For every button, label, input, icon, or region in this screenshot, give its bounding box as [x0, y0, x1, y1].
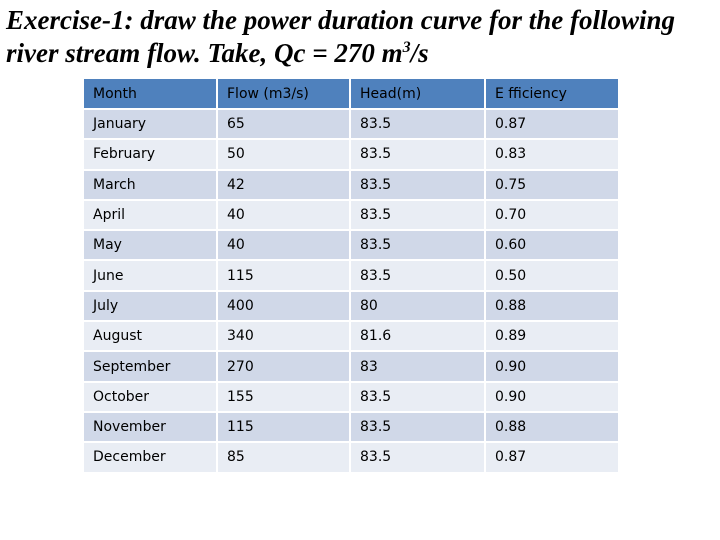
table-row	[83, 109, 619, 139]
table-header-row	[83, 78, 619, 109]
slide-title	[6, 4, 714, 70]
cell-flow: 85	[217, 442, 350, 472]
cell-efficiency: 0.75	[485, 170, 619, 200]
cell-month: November	[83, 412, 217, 442]
slide-title-text: Exercise-1: draw the power duration curve for the following river stream flow. Take, Qc = 270 m	[6, 5, 676, 68]
cell-head: 83.5	[350, 412, 485, 442]
cell-head: 83	[350, 351, 485, 381]
cell-efficiency: 0.50	[485, 260, 619, 290]
cell-efficiency: 0.90	[485, 382, 619, 412]
table-row	[83, 382, 619, 412]
slide-title-superscript: 3	[402, 39, 411, 56]
cell-flow: 40	[217, 230, 350, 260]
cell-flow: 115	[217, 260, 350, 290]
table-row	[83, 139, 619, 169]
cell-flow: 340	[217, 321, 350, 351]
header-flow: Flow (m3/s)	[217, 78, 350, 109]
header-efficiency: E fficiency	[485, 78, 619, 109]
cell-efficiency: 0.87	[485, 109, 619, 139]
table-row	[83, 291, 619, 321]
cell-flow: 400	[217, 291, 350, 321]
cell-head: 83.5	[350, 230, 485, 260]
cell-head: 83.5	[350, 200, 485, 230]
cell-efficiency: 0.88	[485, 291, 619, 321]
cell-head: 83.5	[350, 170, 485, 200]
table-row	[83, 170, 619, 200]
cell-flow: 40	[217, 200, 350, 230]
cell-efficiency: 0.89	[485, 321, 619, 351]
header-head: Head(m)	[350, 78, 485, 109]
cell-month: April	[83, 200, 217, 230]
cell-efficiency: 0.87	[485, 442, 619, 472]
table-row	[83, 351, 619, 381]
cell-month: March	[83, 170, 217, 200]
cell-month: July	[83, 291, 217, 321]
cell-efficiency: 0.88	[485, 412, 619, 442]
cell-flow: 65	[217, 109, 350, 139]
table-row	[83, 260, 619, 290]
cell-month: September	[83, 351, 217, 381]
cell-month: December	[83, 442, 217, 472]
header-month: Month	[83, 78, 217, 109]
cell-head: 83.5	[350, 260, 485, 290]
cell-efficiency: 0.90	[485, 351, 619, 381]
cell-head: 83.5	[350, 109, 485, 139]
cell-flow: 42	[217, 170, 350, 200]
cell-month: January	[83, 109, 217, 139]
cell-month: October	[83, 382, 217, 412]
cell-head: 83.5	[350, 139, 485, 169]
cell-efficiency: 0.83	[485, 139, 619, 169]
table-row	[83, 321, 619, 351]
cell-efficiency: 0.70	[485, 200, 619, 230]
table-row	[83, 230, 619, 260]
slide-title-suffix: /s	[410, 38, 429, 68]
cell-head: 80	[350, 291, 485, 321]
cell-flow: 155	[217, 382, 350, 412]
cell-efficiency: 0.60	[485, 230, 619, 260]
table-row	[83, 200, 619, 230]
cell-month: June	[83, 260, 217, 290]
cell-head: 81.6	[350, 321, 485, 351]
cell-flow: 115	[217, 412, 350, 442]
cell-month: August	[83, 321, 217, 351]
table-row	[83, 442, 619, 472]
cell-month: May	[83, 230, 217, 260]
table-row	[83, 412, 619, 442]
flow-data-table	[82, 77, 620, 474]
cell-flow: 50	[217, 139, 350, 169]
cell-head: 83.5	[350, 382, 485, 412]
cell-month: February	[83, 139, 217, 169]
cell-head: 83.5	[350, 442, 485, 472]
cell-flow: 270	[217, 351, 350, 381]
